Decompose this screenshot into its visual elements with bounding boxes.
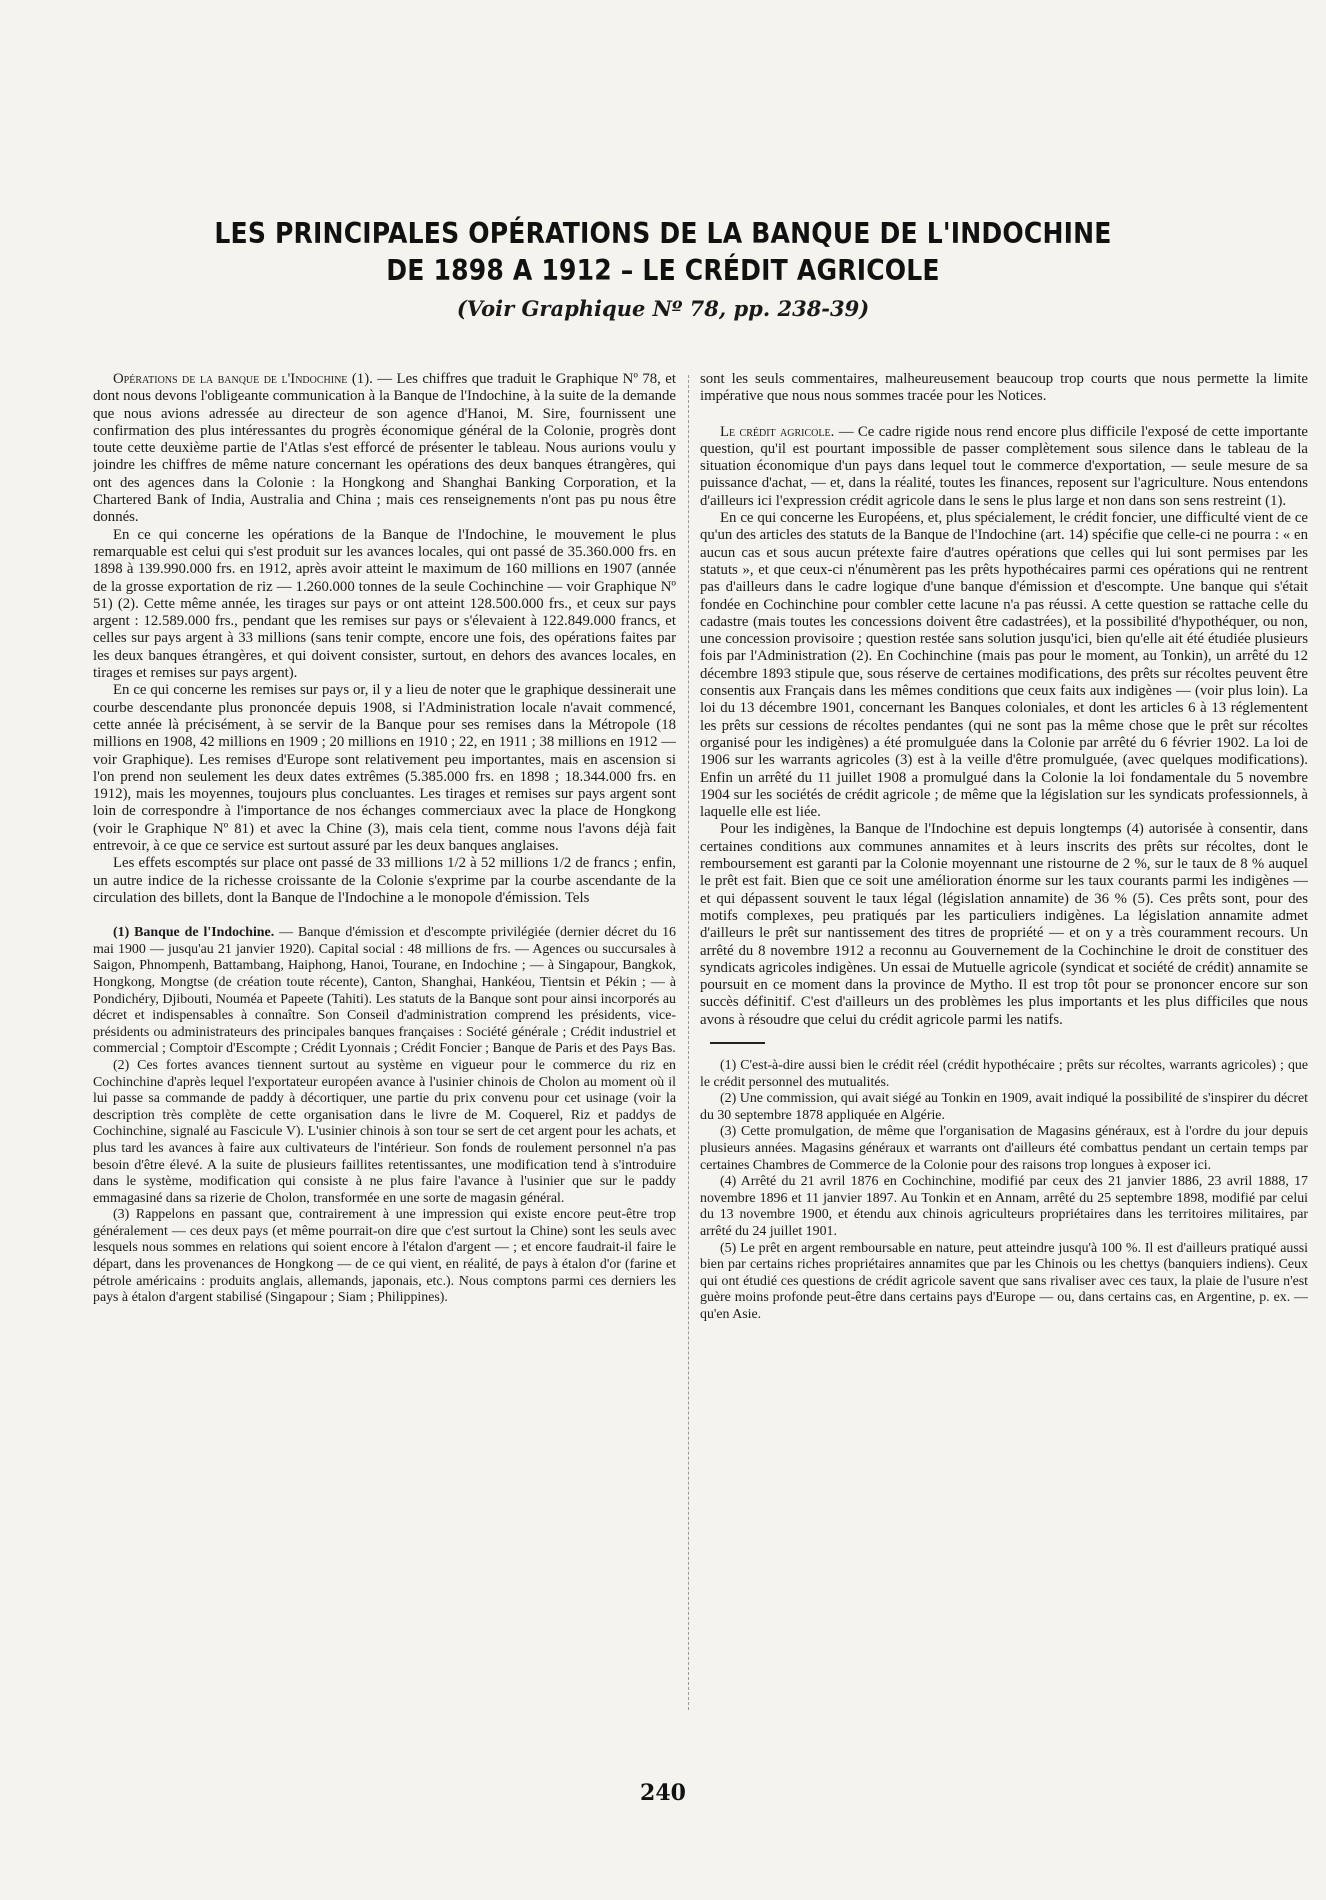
- footnote: (2) Ces fortes avances tiennent surtout au système en vigueur pour le commerce du riz en Cochinchine d'après lequel l'exportateur européen avance à l'usinier chinois de Cholon au moment où il lui passe sa commande de paddy à décortiquer, une partie du prix convenu pour cet usinage (voir la description très complète de cette organisation dans le livre de M. Coquerel, Riz et paddys de Cochinchine, signalé au Fascicule V). L'usinier chinois à son tour se sert de cet argent pour les achats, et plus tard les avances à faire aux cultivateurs de l'intérieur. Son fonds de roulement personnel n'a pas besoin d'être élevé. A la suite de plusieurs faillites retentissantes, une modification tend à s'introduire dans le système, modification qui consiste à ne plus faire l'avance à l'usinier que sur le paddy emmagasiné dans sa rizerie de Cholon, transformée en une sorte de magasin général.: [93, 1057, 676, 1206]
- left-column: [93, 371, 676, 1701]
- footnote: (2) Une commission, qui avait siégé au Tonkin en 1909, avait indiqué la possibilité de s'inspirer du décret du 30 septembre 1878 appliquée en Algérie.: [700, 1091, 1308, 1123]
- paragraph: [93, 371, 676, 527]
- footnote-heading: (1) Banque de l'Indochine.: [113, 925, 275, 941]
- page-title-line-1: LES PRINCIPALES OPÉRATIONS DE LA BANQUE DE L'INDOCHINE: [214, 217, 1112, 250]
- footnote-separator: [710, 1042, 765, 1044]
- paragraph: sont les seuls commentaires, malheureusement beaucoup trop courts que nous permette la limite impérative que nous nous sommes tracée pour les Notices.: [700, 371, 1308, 405]
- footnote: [93, 925, 676, 1058]
- paragraph: En ce qui concerne les Européens, et, plus spécialement, le crédit foncier, une difficulté vient de ce qu'un des articles des statuts de la Banque de l'Indochine (art. 14) spécifie que celle-ci ne pourra : « en aucun cas et sous aucun prétexte faire d'autres opérations que celles qui lui sont permises par les statuts », et que ceux-ci n'énumèrent pas les prêts hypothécaires parmi ces opérations qui ne rentrent pas d'ailleurs dans le cadre logique d'une banque d'émission et d'escompte. Une banque qui s'était fondée en Cochinchine pour combler cette lacune n'a pas réussi. A cette question se rattache celle du cadastre (mais toutes les concessions doivent être cadastrées), et la possibilité d'hypothéquer, ou non, une concession provisoire ; question restée sans solution jusqu'ici, bien qu'elle ait été étudiée plusieurs fois par l'Administration (2). En Cochinchine (mais pas pour le moment, au Tonkin), un arrêté du 12 décembre 1893 stipule que, sous réserve de certaines modifications, des prêts sur récoltes peuvent être consentis aux Français dans les mêmes conditions que ceux faits aux indigènes — (voir plus loin). La loi du 13 décembre 1901, concernant les Banques coloniales, et dont les articles 6 à 13 réglementent les prêts sur cessions de récoltes pendantes (qui ne sont pas la même chose que le prêt sur récoltes organisé pour les indigènes) a été promulguée dans la Colonie par arrêté du 6 février 1902. La loi de 1906 sur les warrants agricoles (3) est à la veille d'être promulguée, (avec quelques modifications). Enfin un arrêté du 11 juillet 1908 a promulgué dans la Colonie la loi fondamentale du 5 novembre 1904 sur les sociétés de crédit agricole ; de même que la législation sur les syndicats professionnels, à laquelle elle est liée.: [700, 510, 1308, 821]
- footnotes-left: [93, 925, 676, 1307]
- paragraph-text: — Ce cadre rigide nous rend encore plus difficile l'exposé de cette importante question, qu'il est pourtant impossible de passer complètement sous silence dans le tableau de la situation économique d'un pays dans lequel tout le commerce d'exportation, — seule mesure de sa puissance d'achat, — et, dans la réalité, toutes les finances, reposent sur l'agriculture. Nous entendons d'ailleurs ici l'expression crédit agricole dans le sens le plus large et non dans son sens restreint (1).: [700, 423, 1308, 509]
- footnote: (3) Cette promulgation, de même que l'organisation de Magasins généraux, est à l'ordre du jour depuis plusieurs années. Magasins généraux et warrants ont d'ailleurs été combattus pendant un certain temps par certaines Chambres de Commerce de la Colonie pour des raisons trop longues à exposer ici.: [700, 1124, 1308, 1173]
- paragraph: En ce qui concerne les opérations de la Banque de l'Indochine, le mouvement le plus remarquable est celui qui s'est produit sur les avances locales, qui ont passé de 35.360.000 frs. en 1898 à 139.990.000 frs. en 1912, après avoir atteint le maximum de 160 millions en 1907 (année de la grosse exportation de riz — 1.260.000 tonnes de la seule Cochinchine — voir Graphique Nº 51) (2). Cette même année, les tirages sur pays or ont atteint 128.500.000 frs., et ceux sur pays argent : 12.589.000 frs., pendant que les remises sur pays or s'élevaient à 122.849.000 francs, et celles sur pays argent à 33 millions (sans tenir compte, encore une fois, des opérations faites par les deux banques étrangères, et qui doivent consister, surtout, en dehors des avances locales, en tirages et remises sur pays argent).: [93, 526, 676, 682]
- paragraph: [700, 424, 1308, 510]
- page-subtitle: (Voir Graphique Nº 78, pp. 238-39): [456, 296, 870, 321]
- footnote: (3) Rappelons en passant que, contrairement à une impression qui existe encore peut-être trop généralement — ces deux pays (et même pourrait-on dire que c'est surtout la Chine) sont les seuls avec lesquels nous sommes en relations qui soient encore à l'étalon d'argent — ; et encore faudrait-il faire le départ, dans les provenances de Hongkong — de ce qui vient, en réalité, de pays à étalon d'or (farine et pétrole américains : produits anglais, allemands, japonais, etc.). Nous comptons parmi ces derniers les pays à étalon d'argent stabilisé (Singapour ; Siam ; Philippines).: [93, 1207, 676, 1306]
- paragraph: En ce qui concerne les remises sur pays or, il y a lieu de noter que le graphique dessinerait une courbe descendante plus prononcée depuis 1908, si l'Administration locale n'avait commencé, cette année là précisément, à se servir de la Banque pour ses remises dans la Métropole (18 millions en 1908, 42 millions en 1909 ; 20 millions en 1910 ; 22, en 1911 ; 38 millions en 1912 — voir Graphique). Les remises d'Europe sont relativement peu importantes, mais en ascension si l'on prend non seulement les deux dates extrêmes (5.385.000 frs. en 1898 ; 18.344.000 frs. en 1912), mais les moyennes, toujours plus concluantes. Les tirages et remises sur pays argent sont loin de correspondre à l'importance de nos échanges commerciaux avec la place de Hongkong (voir le Graphique Nº 81) et avec la Chine (3), mais cela tient, comme nous l'avons déjà fait entrevoir, à ce que ce service est surtout assuré par les deux banques anglaises.: [93, 682, 676, 855]
- footnote: (1) C'est-à-dire aussi bien le crédit réel (crédit hypothécaire ; prêts sur récoltes, warrants agricoles) ; que le crédit personnel des mutualités.: [700, 1057, 1308, 1090]
- right-column: [700, 371, 1308, 1701]
- page-number: 240: [640, 1780, 686, 1806]
- section-heading: Opérations de la banque de l'Indochine (1).: [113, 371, 373, 387]
- paragraph: Les effets escomptés sur place ont passé de 33 millions 1/2 à 52 millions 1/2 de francs ; enfin, un autre indice de la richesse croissante de la Colonie s'exprime par la courbe ascendante de la circulation des billets, dont la Banque de l'Indochine a le monopole d'émission. Tels: [93, 855, 676, 906]
- paragraph: Pour les indigènes, la Banque de l'Indochine est depuis longtemps (4) autorisée à consentir, dans certaines conditions aux communes annamites et à leurs inscrits des prêts sur récoltes, dont le remboursement est garanti par la Colonie moyennant une ristourne de 2 %, sur le taux de 8 % auquel le prêt est fait. Bien que ce soit une amélioration énorme sur les taux courants parmi les indigènes — et qui dépassent souvent le taux légal (législation annamite) de 36 % (5). Ces prêts sont, pour des motifs complexes, peu pratiqués par les particuliers indigènes. La législation annamite admet d'ailleurs le prêt sur nantissement des titres de propriété — et on y a très couramment recours. Un arrêté du 8 novembre 1912 a reconnu au Gouvernement de la Cochinchine le droit de constituer des syndicats agricoles indigènes. Un essai de Mutuelle agricole (syndicat et société de crédit) annamite se poursuit en ce moment dans la province de Mytho. Il est trop tôt pour se prononcer encore sur son succès définitif. C'est d'ailleurs un des problèmes les plus importants et les plus difficiles que nous avons à résoudre que celui du crédit agricole parmi les natifs.: [700, 821, 1308, 1028]
- footnote: (5) Le prêt en argent remboursable en nature, peut atteindre jusqu'à 100 %. Il est d'ailleurs pratiqué aussi bien par certains riches propriétaires annamites que par les Chinois ou les chettys (banquiers indiens). Ceux qui ont étudié ces questions de crédit agricole savent que sans rivaliser avec ces taux, la plaie de l'usure n'est guère moins profonde peut-être dans certains pays d'Europe — ou, dans certains cas, en Argentine, p. ex. — qu'en Asie.: [700, 1240, 1308, 1322]
- section-heading: Le crédit agricole.: [720, 423, 835, 440]
- footnotes-right: [700, 1058, 1308, 1324]
- footnote: (4) Arrêté du 21 avril 1876 en Cochinchine, modifié par ceux des 21 janvier 1886, 23 avril 1888, 17 novembre 1896 et 11 janvier 1897. Au Tonkin et en Annam, arrêté du 25 septembre 1898, modifié par celui du 13 novembre 1900, et étendu aux chinois agriculteurs propriétaires dans les territoires militaires, par arrêté du 24 juillet 1901.: [700, 1174, 1308, 1239]
- paragraph-text: — Les chiffres que traduit le Graphique Nº 78, et dont nous devons l'obligeante communication à la Banque de l'Indochine, à la suite de la demande que nous avions adressée au directeur de son agence d'Hanoi, M. Sire, fournissent une confirmation des plus intéressantes du progrès économique général de la Colonie, progrès dont toute cette deuxième partie de l'Atlas s'est efforcé de présenter le tableau. Nous aurions voulu y joindre les chiffres de même nature concernant les opérations des deux banques étrangères, qui ont des agences dans la Colonie : la Hongkong and Shanghai Banking Corporation, et la Chartered Bank of India, Australia and China ; mais ces renseignements n'ont pas pu nous être donnés.: [93, 371, 676, 526]
- column-divider: [688, 375, 689, 1710]
- page-title-line-2: DE 1898 A 1912 – LE CRÉDIT AGRICOLE: [386, 254, 940, 287]
- footnote-text: — Banque d'émission et d'escompte privilégiée (dernier décret du 16 mai 1900 — jusqu'au 21 janvier 1920). Capital social : 48 millions de frs. — Agences ou succursales à Saigon, Phnompenh, Battambang, Haiphong, Hanoi, Tourane, en Indochine ; — à Singapour, Bangkok, Hongkong, Mongtse (de création toute récente), Canton, Shanghai, Hankéou, Tientsin et Pékin ; — à Pondichéry, Djibouti, Nouméa et Papeete (Tahiti). Les statuts de la Banque sont pour ainsi incorporés au décret et indispensables à connaître. Son Conseil d'administration comprend les présidents, vice-présidents ou administrateurs des principales banques françaises : Société générale ; Crédit industriel et commercial ; Comptoir d'Escompte ; Crédit Lyonnais ; Crédit Foncier ; Banque de Paris et des Pays Bas.: [93, 925, 676, 1057]
